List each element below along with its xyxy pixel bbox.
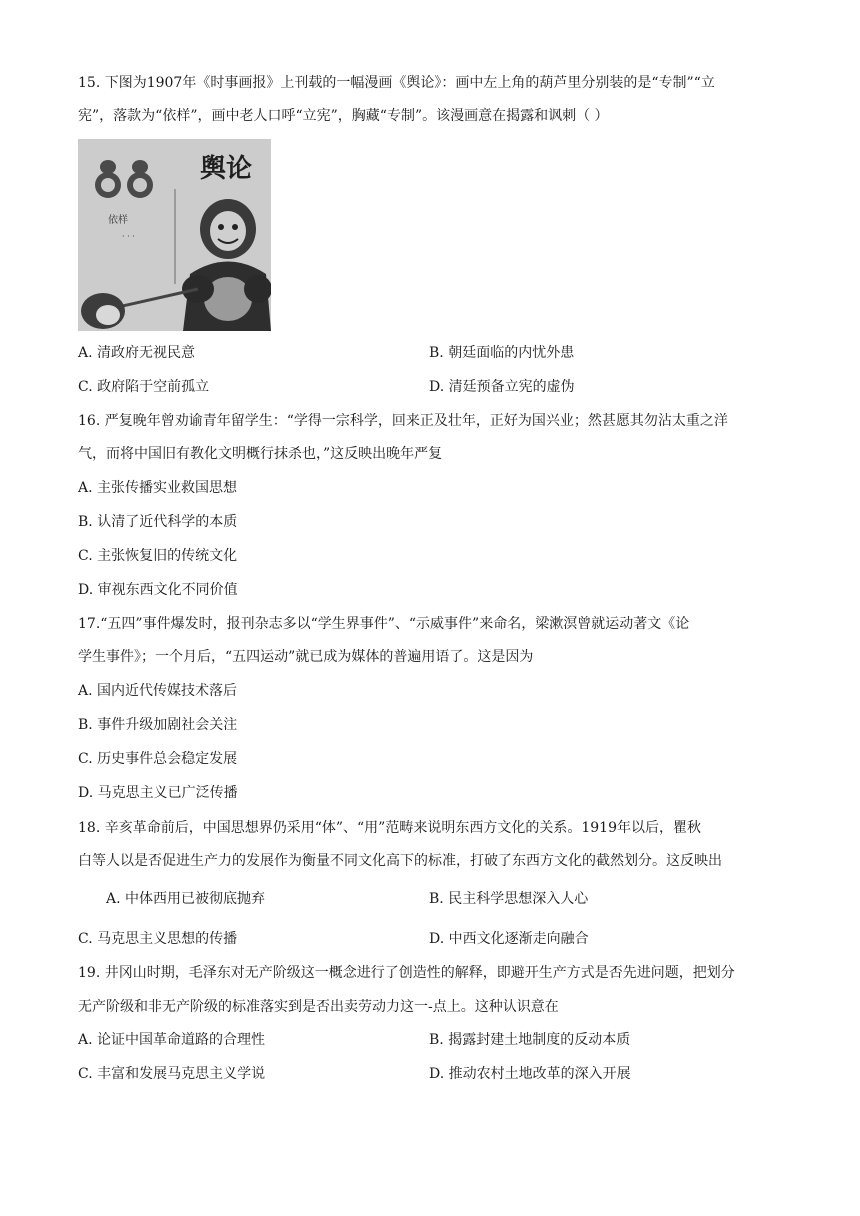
q15-option-d: D. 清廷预备立宪的虚伪 [429, 379, 575, 395]
small-figure [81, 293, 125, 329]
q18-option-d: D. 中西文化逐渐走向融合 [429, 931, 589, 947]
q19-stem-line2: 无产阶级和非无产阶级的标准落实到是否出卖劳动力这一-点上。这种认识意在 [78, 999, 559, 1015]
q17-option-a: A. 国内近代传媒技术落后 [78, 683, 238, 699]
q15-option-a: A. 清政府无视民意 [78, 345, 196, 361]
q17-stem-line1: 17.“五四”事件爆发时，报刊杂志多以“学生界事件”、“示威事件”来命名，梁漱溟曾就运动著文《论 [78, 616, 690, 632]
q17-option-c: C. 历史事件总会稳定发展 [78, 751, 238, 767]
cartoon-image [78, 139, 271, 331]
q18-stem-line1: 18. 辛亥革命前后，中国思想界仍采用“体”、“用”范畴来说明东西方文化的关系。1919年以后，瞿秋 [78, 820, 701, 836]
q19-option-c: C. 丰富和发展马克思主义学说 [78, 1066, 266, 1082]
svg-text:· · ·: · · · [122, 232, 135, 241]
q19-option-a: A. 论证中国革命道路的合理性 [78, 1032, 266, 1048]
q17-option-b: B. 事件升级加剧社会关注 [78, 717, 238, 733]
q18-option-a: A. 中体西用已被彻底抛弃 [106, 891, 266, 907]
q17-stem-line2: 学生事件》；一个月后，“五四运动”就已成为媒体的普遍用语了。这是因为 [78, 649, 534, 665]
cartoon-title: 舆论 [200, 154, 253, 184]
q15-option-b: B. 朝廷面临的内忧外患 [429, 345, 575, 361]
q15-stem-line2: 宪”，落款为“依样”，画中老人口呼“立宪”，胸藏“专制”。该漫画意在揭露和讽刺（ ） [78, 108, 609, 124]
q16-option-d: D. 审视东西文化不同价值 [78, 582, 238, 598]
q16-option-b: B. 认清了近代科学的本质 [78, 514, 238, 530]
q19-option-b: B. 揭露封建土地制度的反动本质 [429, 1032, 631, 1048]
q16-stem-line2: 气，而将中国旧有教化文明概行抹杀也，”这反映出晚年严复 [78, 446, 443, 462]
cartoon-gourd-label: 依样 [108, 215, 128, 226]
q15-option-c: C. 政府陷于空前孤立 [78, 379, 210, 395]
q17-option-d: D. 马克思主义已广泛传播 [78, 785, 238, 801]
q16-stem-line1: 16. 严复晚年曾劝谕青年留学生：“学得一宗科学，回来正及壮年，正好为国兴业；然甚愿其勿沾太重之洋 [78, 413, 728, 429]
q15-stem-line1: 15. 下图为1907年《时事画报》上刊载的一幅漫画《舆论》：画中左上角的葫芦里分别装的是“专制”“立 [78, 75, 715, 91]
q18-stem-line2: 白等人以是否促进生产力的发展作为衡量不同文化高下的标准，打破了东西方文化的截然划分。这反映出 [78, 853, 722, 869]
q16-option-c: C. 主张恢复旧的传统文化 [78, 548, 238, 564]
q18-option-b: B. 民主科学思想深入人心 [429, 891, 589, 907]
q16-option-a: A. 主张传播实业救国思想 [78, 480, 238, 496]
q19-stem-line1: 19. 井冈山时期，毛泽东对无产阶级这一概念进行了创造性的解释，即避开生产方式是否先进问题，把划分 [78, 965, 735, 981]
q19-option-d: D. 推动农村土地改革的深入开展 [429, 1066, 631, 1082]
q18-option-c: C. 马克思主义思想的传播 [78, 931, 238, 947]
